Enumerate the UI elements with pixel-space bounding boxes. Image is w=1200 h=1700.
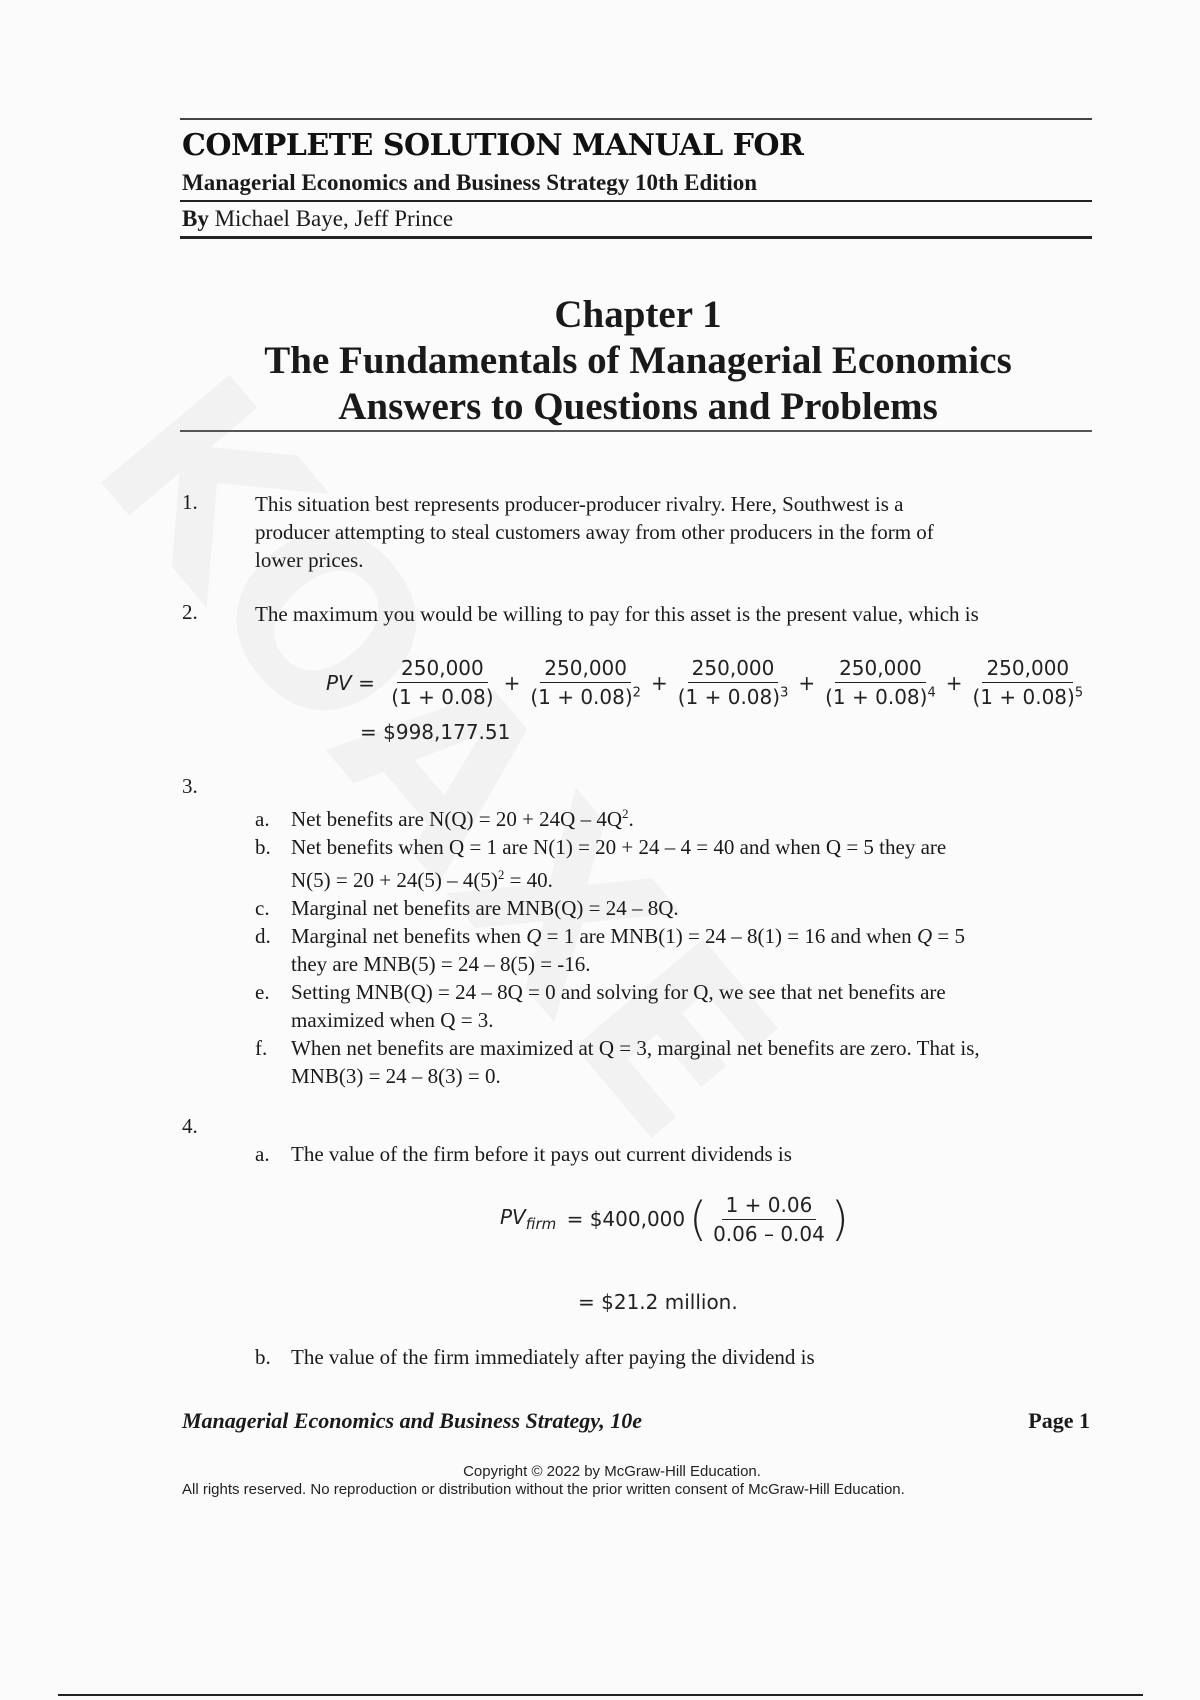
term-numerator: 250,000: [397, 656, 488, 683]
answer-text: Net benefits when Q = 1 are N(1) = 20 + 24 – 4 = 40 and when Q = 5 they are: [291, 835, 947, 859]
present-value-result: = $998,177.51: [360, 720, 511, 744]
term-numerator: 250,000: [982, 656, 1073, 683]
sub-label: d.: [255, 924, 271, 948]
term-denominator: [969, 683, 1088, 709]
denominator-base: (1 + 0.08): [391, 685, 494, 709]
question-4-part-b: [255, 1343, 815, 1371]
term-denominator: [674, 683, 793, 709]
denominator-exponent: 3: [780, 685, 789, 701]
close-paren: ): [830, 1192, 849, 1246]
plus-sign: +: [798, 670, 816, 695]
sub-answer-f: [255, 1034, 1100, 1062]
term-denominator: [387, 683, 497, 709]
chapter-subtitle: Answers to Questions and Problems: [338, 385, 938, 428]
chapter-title: The Fundamentals of Managerial Economics: [264, 339, 1012, 382]
sub-answer-d-cont: [255, 950, 1100, 978]
authors-by: By: [182, 206, 209, 231]
pv-term-1: [387, 656, 497, 709]
sub-answer-f-cont: [255, 1062, 1100, 1090]
authors-line: [182, 206, 453, 232]
pv-term-2: [526, 656, 645, 709]
pv-main: PV: [500, 1205, 526, 1229]
page-bottom-rule: [58, 1694, 1143, 1696]
answer-line: lower prices.: [255, 548, 364, 572]
denominator-base: (1 + 0.08): [972, 685, 1075, 709]
open-paren: (: [689, 1192, 708, 1246]
page-number: Page 1: [1028, 1408, 1090, 1433]
denominator-base: (1 + 0.08): [677, 685, 781, 709]
answer-text: The value of the firm immediately after paying the dividend is: [291, 1345, 815, 1369]
sub-label: b.: [255, 835, 271, 859]
variable-q: Q: [916, 924, 933, 948]
sub-label: f.: [255, 1036, 268, 1060]
sub-label: b.: [255, 1345, 271, 1369]
denominator-base: (1 + 0.08): [530, 685, 633, 709]
answer-text: Setting MNB(Q) = 24 – 8Q = 0 and solving for Q, we see that net benefits are: [291, 980, 946, 1004]
authors: Michael Baye, Jeff Prince: [214, 206, 454, 231]
sub-answer-e: [255, 978, 1100, 1006]
answer-text: .: [628, 807, 634, 831]
sub-answer-e-cont: [255, 1006, 1100, 1034]
answer-line: producer attempting to steal customers away from other producers in the form of: [255, 520, 934, 544]
question-3-answers: [255, 800, 1100, 1090]
answer-text: When net benefits are maximized at Q = 3, marginal net benefits are zero. That is,: [291, 1036, 980, 1060]
present-value-equation: [322, 656, 1089, 709]
pv-label: PV =: [326, 670, 375, 695]
sub-label: a.: [255, 1142, 270, 1166]
term-numerator: 250,000: [835, 656, 926, 683]
term-numerator: 250,000: [540, 656, 631, 683]
question-2-number: 2.: [182, 600, 198, 624]
header-mid-rule: [180, 200, 1092, 202]
chapter-rule: [180, 430, 1092, 432]
answer-text: they are MNB(5) = 24 – 8(5) = -16.: [291, 952, 591, 976]
question-4-number: 4.: [182, 1114, 198, 1138]
manual-title: COMPLETE SOLUTION MANUAL FOR: [182, 128, 804, 163]
pv-term-3: [674, 656, 793, 709]
chapter-heading: [182, 292, 1094, 430]
equals-amount: = $400,000: [566, 1207, 686, 1231]
firm-value-equation: [500, 1192, 849, 1246]
firm-value-result: = $21.2 million.: [578, 1290, 738, 1314]
answer-text: The value of the firm before it pays out current dividends is: [291, 1142, 792, 1166]
term-denominator: [526, 683, 645, 709]
header-bottom-rule: [180, 236, 1092, 239]
question-1-number: 1.: [182, 490, 198, 514]
term-denominator: [821, 683, 940, 709]
sub-label: a.: [255, 807, 270, 831]
pv-firm-label: [500, 1205, 557, 1233]
answer-text: N(5) = 20 + 24(5) – 4(5): [291, 868, 498, 892]
superscript: 2: [622, 806, 629, 821]
answer-text: = 40.: [504, 868, 553, 892]
sub-answer-d: [255, 922, 1100, 950]
pv-subscript: firm: [525, 1215, 557, 1233]
pv-term-5: [969, 656, 1088, 709]
plus-sign: +: [945, 670, 963, 695]
sub-answer-b-cont: [255, 861, 1100, 894]
fraction-denominator: 0.06 – 0.04: [713, 1221, 825, 1246]
answer-text: = 5: [932, 924, 965, 948]
superscript: 2: [497, 867, 505, 882]
copyright-line: Copyright © 2022 by McGraw-Hill Education.: [463, 1463, 761, 1480]
answer-text: Marginal net benefits when: [291, 924, 527, 948]
question-1-answer: [255, 490, 1095, 574]
term-numerator: 250,000: [688, 656, 779, 683]
sub-answer-a: [255, 800, 1100, 833]
denominator-exponent: 4: [927, 685, 936, 701]
answer-text: maximized when Q = 3.: [291, 1008, 494, 1032]
sub-answer-b: [255, 833, 1100, 861]
sub-label: e.: [255, 980, 270, 1004]
variable-q: Q: [526, 924, 542, 948]
answer-text: MNB(3) = 24 – 8(3) = 0.: [291, 1064, 501, 1088]
answer-text: Net benefits are N(Q) = 20 + 24Q – 4Q: [291, 807, 623, 831]
denominator-exponent: 5: [1074, 685, 1084, 701]
denominator-base: (1 + 0.08): [825, 685, 928, 709]
sub-label: c.: [255, 896, 270, 920]
growth-fraction: [709, 1193, 829, 1246]
plus-sign: +: [503, 670, 521, 695]
denominator-exponent: 2: [632, 685, 641, 701]
question-2-answer: The maximum you would be willing to pay for this asset is the present value, which is: [255, 602, 979, 626]
question-3-number: 3.: [182, 774, 198, 798]
plus-sign: +: [650, 670, 668, 695]
header-top-rule: [180, 118, 1092, 120]
rights-line: All rights reserved. No reproduction or distribution without the prior written consent of McGraw-Hill Education.: [182, 1481, 905, 1498]
book-title: Managerial Economics and Business Strategy 10th Edition: [182, 170, 758, 195]
fraction-numerator: 1 + 0.06: [722, 1193, 817, 1220]
footer-book-title: Managerial Economics and Business Strategy, 10e: [182, 1408, 643, 1433]
answer-text: = 1 are MNB(1) = 24 – 8(1) = 16 and when: [541, 924, 917, 948]
question-4-part-a: [255, 1140, 792, 1168]
answer-text: Marginal net benefits are MNB(Q) = 24 – 8Q.: [291, 896, 679, 920]
sub-answer-c: [255, 894, 1100, 922]
pv-term-4: [821, 656, 940, 709]
answer-line: This situation best represents producer-producer rivalry. Here, Southwest is a: [255, 492, 904, 516]
chapter-number: Chapter 1: [554, 293, 722, 336]
